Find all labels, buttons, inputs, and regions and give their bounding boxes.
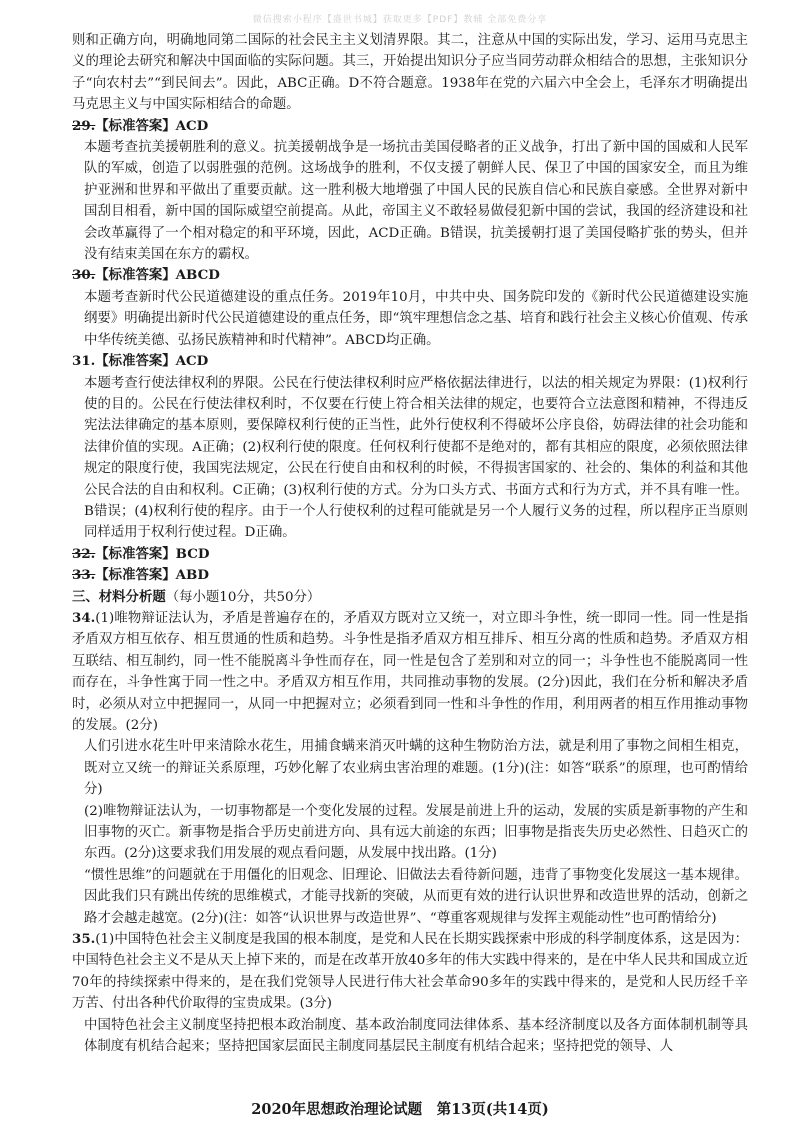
q35-part1: (1)中国特色社会主义制度是我国的根本制度，是党和人民在长期实践探索中形成的科学制度体系，这是因为：中国特色社会主义不是从天上掉下来的，而是在改革开放40多年的伟大实践中得来的，是在中华人民共和国成立近70年的持续探索中得来的，是在我们党领导人民进行伟大社会革命90多年的实践中得来的，是党和人民历经千辛万苦、付出各种代价取得的宝贵成果。(3分) bbox=[72, 932, 748, 1012]
question-number: 34. bbox=[72, 609, 96, 626]
item-answer-label: 【标准答案】ACD bbox=[95, 117, 209, 134]
question-34 bbox=[72, 608, 748, 929]
q34-part1: (1)唯物辩证法认为，矛盾是普遍存在的，矛盾双方既对立又统一，对立即斗争性，统一即同一性。同一性是指矛盾双方相互依存、相互贯通的性质和趋势。斗争性是指矛盾双方相互排斥、相互分离的性质和趋势。矛盾双方相互联结、相互制约，同一性不能脱离斗争性而存在，同一性是包含了差别和对立的同一；斗争性也不能脱离同一性而存在，斗争性寓于同一性之中。矛盾双方相互作用，共同推动事物的发展。(2分)因此，我们在分析和解决矛盾时，必须从对立中把握同一，从同一中把握对立；必须看到同一性和斗争性的作用，利用两者的相互作用推动事物的发展。(2分) bbox=[72, 610, 748, 733]
q35-part1-continued: 中国特色社会主义制度坚持把根本政治制度、基本政治制度同法律体系、基本经济制度以及各方面体制机制等具体制度有机结合起来；坚持把国家层面民主制度同基层民主制度有机结合起来；坚持把党的领导、人 bbox=[84, 1017, 748, 1055]
item-explanation: 本题考查行使法律权利的界限。公民在行使法律权利时应严格依据法律进行，以法的相关规定为界限：(1)权利行使的目的。公民在行使法律权利时，不仅要在行使上符合相关法律的规定，也要符合立法意图和精神，不得违反宪法法律确定的基本原则，要保障权利行使的正当性，此外行使权利不得破坏公序良俗，妨碍法律的社会功能和法律价值的实现。A正确；(2)权利行使的限度。任何权利行使都不是绝对的，都有其相应的限度，必须依照法律规定的限度行使，我国宪法规定，公民在行使自由和权利的时候，不得损害国家的、社会的、集体的利益和其他公民合法的自由和权利。C正确；(3)权利行使的方式。分为口头方式、书面方式和行为方式，并不具有唯一性。B错误；(4)权利行使的程序。由于一个人行使权利的过程可能就是另一个人履行义务的过程，所以程序正当原则同样适用于权利行使过程。D正确。 bbox=[84, 375, 748, 541]
question-number: 35. bbox=[72, 931, 96, 948]
q34-part2-application: “惯性思维”的问题就在于用僵化的旧观念、旧理论、旧做法去看待新问题，违背了事物变化发展这一基本规律。因此我们只有跳出传统的思维模式，才能寻找新的突破，从而更有效的进行认识世界和改造世界的活动，创新之路才会越走越宽。(2分)(注：如答“认识世界与改造世界”、“尊重客观规律与发挥主观能动性”也可酌情给分) bbox=[84, 867, 748, 926]
item-number: 32. bbox=[72, 545, 96, 562]
section-heading bbox=[72, 587, 748, 608]
answer-item-33 bbox=[72, 565, 748, 586]
item-answer-label: 【标准答案】ACD bbox=[95, 353, 209, 370]
item-number: 30. bbox=[72, 267, 96, 284]
item-number: 29. bbox=[72, 117, 96, 134]
item-answer-label: 【标准答案】ABD bbox=[95, 567, 209, 584]
answer-item-29 bbox=[72, 116, 748, 266]
item-answer-label: 【标准答案】BCD bbox=[95, 545, 210, 562]
answer-item-32 bbox=[72, 544, 748, 565]
item-explanation: 本题考查抗美援朝胜利的意义。抗美援朝战争是一场抗击美国侵略者的正义战争，打出了新中国的国威和人民军队的军威，创造了以弱胜强的范例。这场战争的胜利，不仅支援了朝鲜人民、保卫了中国的国家安全，而且为维护亚洲和世界和平做出了重要贡献。这一胜利极大地增强了中国人民的民族自信心和民族自豪感。全世界对新中国刮目相看，新中国的国际威望空前提高。从此，帝国主义不敢轻易做侵犯新中国的尝试，我国的经济建设和社会改革赢得了一个相对稳定的和平环境，因此，ACD正确。B错误，抗美援朝打退了美国侵略扩张的势头，但并没有结束美国在东方的霸权。 bbox=[84, 140, 748, 263]
answer-item-30 bbox=[72, 265, 748, 351]
item-explanation: 本题考查新时代公民道德建设的重点任务。2019年10月，中共中央、国务院印发的《新时代公民道德建设实施纲要》明确提出新时代公民道德建设的重点任务，即“筑牢理想信念之基、培育和践行社会主义核心价值观、传承中华传统美德、弘扬民族精神和时代精神”。ABCD均正确。 bbox=[84, 289, 748, 348]
answer-page bbox=[72, 30, 748, 1058]
item-answer-label: 【标准答案】ABCD bbox=[95, 267, 220, 284]
item-number: 33. bbox=[72, 567, 96, 584]
section-title: 三、材料分析题 bbox=[72, 588, 166, 605]
page-footer: 2020年思想政治理论试题 第13页(共14页) bbox=[251, 1101, 549, 1118]
section-subtitle: （每小题10分，共50分） bbox=[165, 589, 321, 605]
q34-part1-application: 人们引进水花生叶甲来清除水花生，用捕食螨来消灭叶螨的这种生物防治方法，就是利用了事物之间相生相克，既对立又统一的辩证关系原理，巧妙化解了农业病虫害治理的难题。(1分)(注：如答“联系”的原理，也可酌情给分) bbox=[84, 739, 748, 798]
item-number: 31. bbox=[72, 353, 96, 370]
question-35 bbox=[72, 929, 748, 1057]
intro-paragraph: 则和正确方向，明确地同第二国际的社会民主主义划清界限。其二，注意从中国的实际出发，学习、运用马克思主义的理论去研究和解决中国面临的实际问题。其三，开始提出知识分子应当同劳动群众相结合的思想，主张知识分子“向农村去”“到民间去”。因此，ABC正确。D不符合题意。1938年在党的六届六中全会上，毛泽东才明确提出马克思主义与中国实际相结合的命题。 bbox=[72, 33, 748, 113]
watermark-text: 微信搜索小程序【盛世书城】获取更多【PDF】教辅 全部免费分享 bbox=[252, 15, 548, 25]
q34-part2: (2)唯物辩证法认为，一切事物都是一个变化发展的过程。发展是前进上升的运动，发展的实质是新事物的产生和旧事物的灭亡。新事物是指合乎历史前进方向、具有远大前途的东西；旧事物是指丧失历史必然性、日趋灭亡的东西。(2分)这要求我们用发展的观点看问题，从发展中找出路。(1分) bbox=[84, 803, 748, 862]
answer-item-31 bbox=[72, 351, 748, 544]
